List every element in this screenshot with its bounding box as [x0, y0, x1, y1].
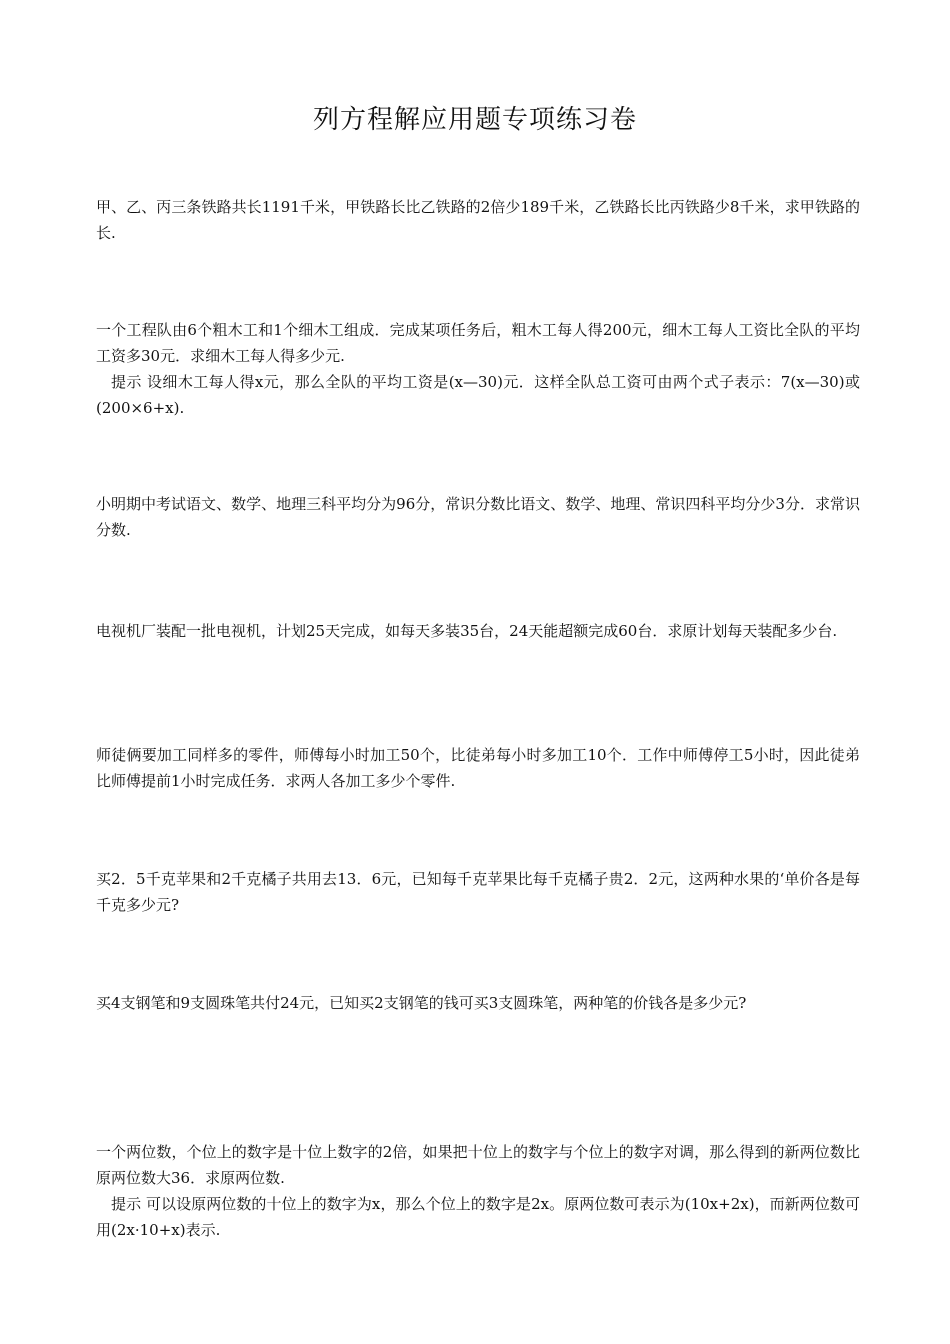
- problem-5: [96, 742, 860, 794]
- problem-2: [96, 317, 860, 421]
- problem-4: [96, 618, 860, 644]
- problem-2-hint: 提示 设细木工每人得x元，那么全队的平均工资是(x—30)元．这样全队总工资可由两个式子表示：7(x—30)或(200×6+x).: [96, 373, 860, 417]
- problem-7-text: 买4支钢笔和9支圆珠笔共付24元，已知买2支钢笔的钱可买3支圆珠笔，两种笔的价钱各是多少元?: [96, 994, 747, 1012]
- problem-3-text: 小明期中考试语文、数学、地理三科平均分为96分，常识分数比语文、数学、地理、常识四科平均分少3分．求常识分数.: [96, 495, 860, 539]
- problem-1-text: 甲、乙、丙三条铁路共长1191千米，甲铁路长比乙铁路的2倍少189千米，乙铁路长比丙铁路少8千米，求甲铁路的长.: [96, 198, 860, 242]
- problem-7: [96, 990, 860, 1016]
- problem-8-hint: 提示 可以设原两位数的十位上的数字为x，那么个位上的数字是2x。原两位数可表示为(10x+2x)，而新两位数可用(2x·10+x)表示.: [96, 1195, 860, 1239]
- problem-8-text: 一个两位数，个位上的数字是十位上数字的2倍，如果把十位上的数字与个位上的数字对调，那么得到的新两位数比原两位数大36．求原两位数.: [96, 1143, 860, 1187]
- problem-4-text: 电视机厂装配一批电视机，计划25天完成，如每天多装35台，24天能超额完成60台．求原计划每天装配多少台.: [96, 622, 838, 640]
- problem-3: [96, 491, 860, 543]
- problem-2-text: 一个工程队由6个粗木工和1个细木工组成．完成某项任务后，粗木工每人得200元，细木工每人工资比全队的平均工资多30元．求细木工每人得多少元.: [96, 321, 860, 365]
- page-title: 列方程解应用题专项练习卷: [312, 105, 637, 135]
- problem-6: [96, 866, 860, 918]
- problem-6-text: 买2．5千克苹果和2千克橘子共用去13．6元，已知每千克苹果比每千克橘子贵2．2元，这两种水果的‘单价各是每千克多少元?: [96, 870, 860, 914]
- problem-1: [96, 194, 860, 246]
- problem-5-text: 师徒俩要加工同样多的零件，师傅每小时加工50个，比徒弟每小时多加工10个．工作中师傅停工5小时，因此徒弟比师傅提前1小时完成任务．求两人各加工多少个零件.: [96, 746, 860, 790]
- problem-8: [96, 1139, 860, 1243]
